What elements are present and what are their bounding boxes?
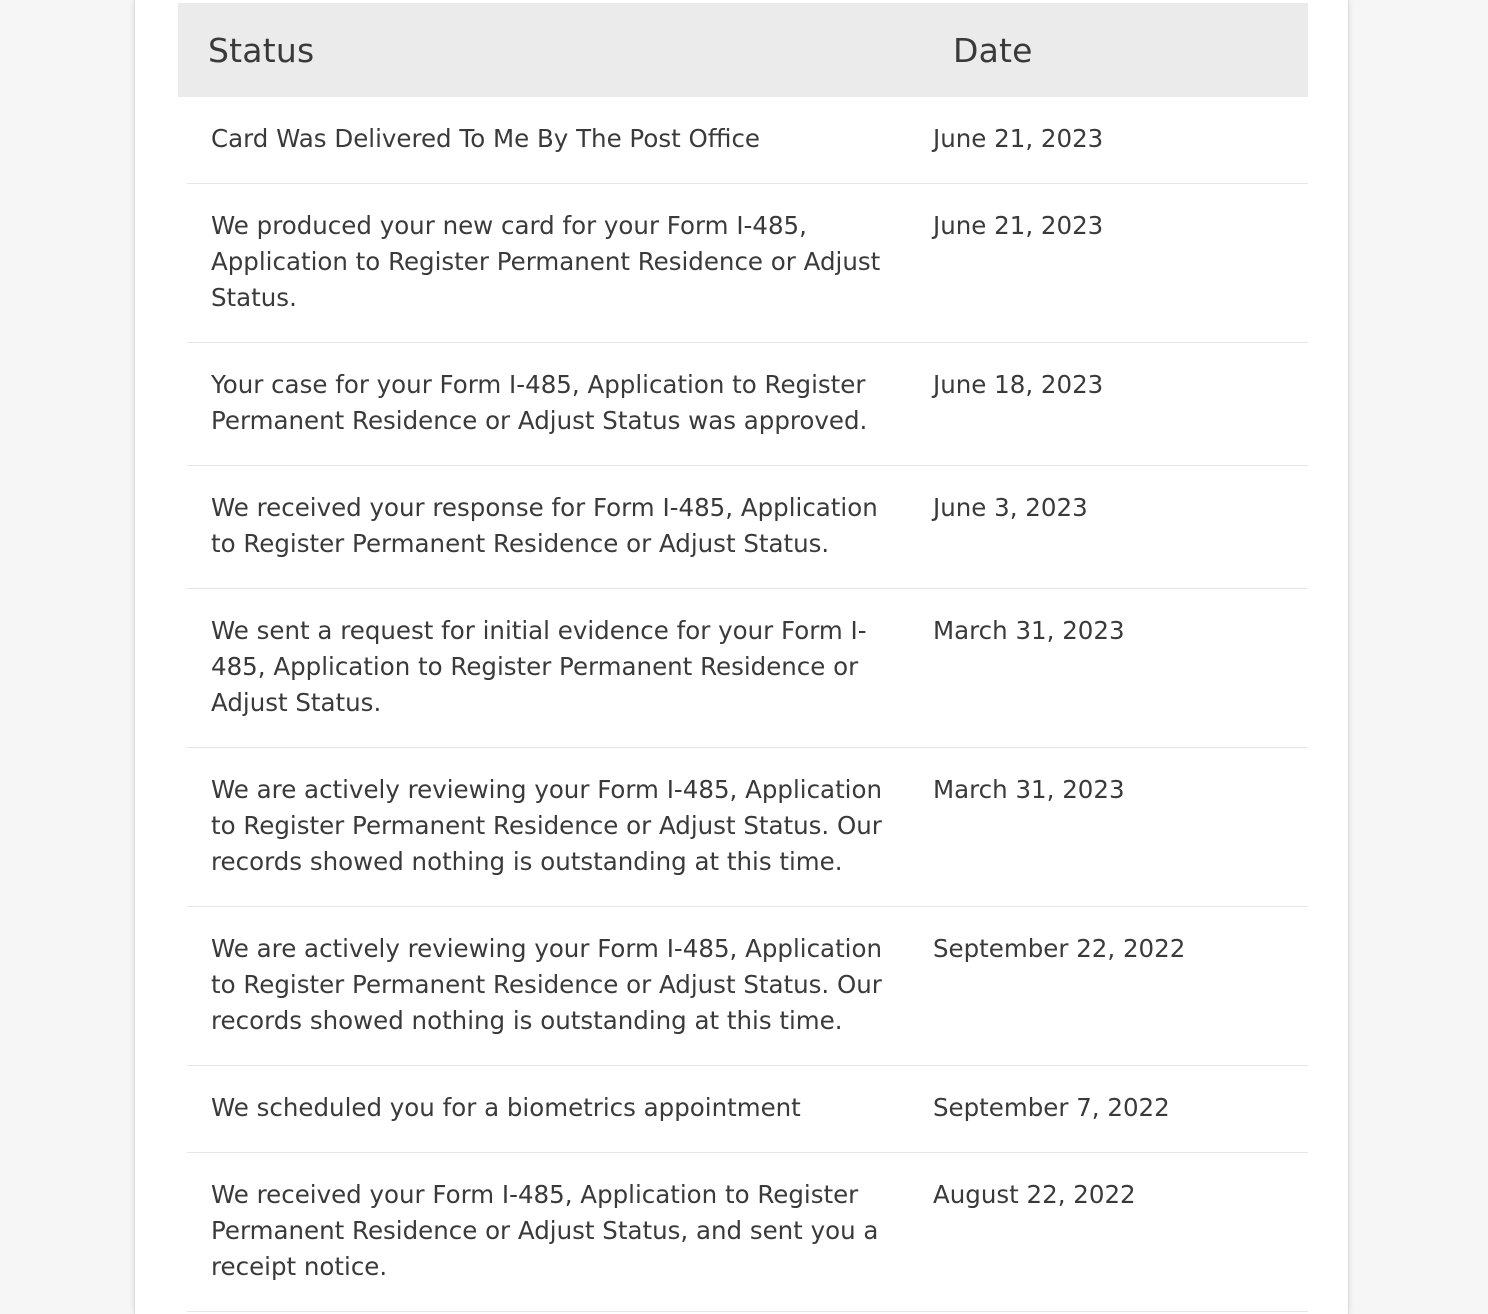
table-row xyxy=(187,748,1308,907)
status-cell: Your case for your Form I-485, Application to Register Permanent Residence or Adjust Status was approved. xyxy=(211,370,868,435)
table-row xyxy=(187,907,1308,1066)
status-cell: Card Was Delivered To Me By The Post Office xyxy=(211,124,760,153)
status-cell: We received your response for Form I-485, Application to Register Permanent Residence or Adjust Status. xyxy=(211,493,878,558)
date-cell: March 31, 2023 xyxy=(933,775,1125,804)
table-body xyxy=(187,97,1308,1312)
table-row xyxy=(187,97,1308,184)
status-cell: We sent a request for initial evidence for your Form I-485, Application to Register Permanent Residence or Adjust Status. xyxy=(211,616,867,717)
date-cell: June 21, 2023 xyxy=(933,124,1104,153)
status-cell: We are actively reviewing your Form I-485, Application to Register Permanent Residence or Adjust Status. Our records showed nothing is outstanding at this time. xyxy=(211,775,882,876)
table-row xyxy=(187,466,1308,589)
status-cell: We scheduled you for a biometrics appointment xyxy=(211,1093,801,1122)
case-history-card xyxy=(134,0,1349,1314)
table-row xyxy=(187,1153,1308,1312)
table-row xyxy=(187,343,1308,466)
date-column-header: Date xyxy=(953,30,1033,70)
date-cell: June 21, 2023 xyxy=(933,211,1104,240)
table-row xyxy=(187,184,1308,343)
table-header xyxy=(178,3,1308,97)
status-cell: We produced your new card for your Form I-485, Application to Register Permanent Residence or Adjust Status. xyxy=(211,211,881,312)
case-history-table xyxy=(178,3,1308,1312)
status-cell: We are actively reviewing your Form I-485, Application to Register Permanent Residence or Adjust Status. Our records showed nothing is outstanding at this time. xyxy=(211,934,882,1035)
date-cell: August 22, 2022 xyxy=(933,1180,1136,1209)
date-cell: June 18, 2023 xyxy=(933,370,1104,399)
date-cell: September 7, 2022 xyxy=(933,1093,1170,1122)
table-row xyxy=(187,1066,1308,1153)
status-column-header: Status xyxy=(208,30,315,70)
date-cell: March 31, 2023 xyxy=(933,616,1125,645)
date-cell: June 3, 2023 xyxy=(933,493,1088,522)
table-row xyxy=(187,589,1308,748)
status-cell: We received your Form I-485, Application to Register Permanent Residence or Adjust Status, and sent you a receipt notice. xyxy=(211,1180,879,1281)
date-cell: September 22, 2022 xyxy=(933,934,1186,963)
